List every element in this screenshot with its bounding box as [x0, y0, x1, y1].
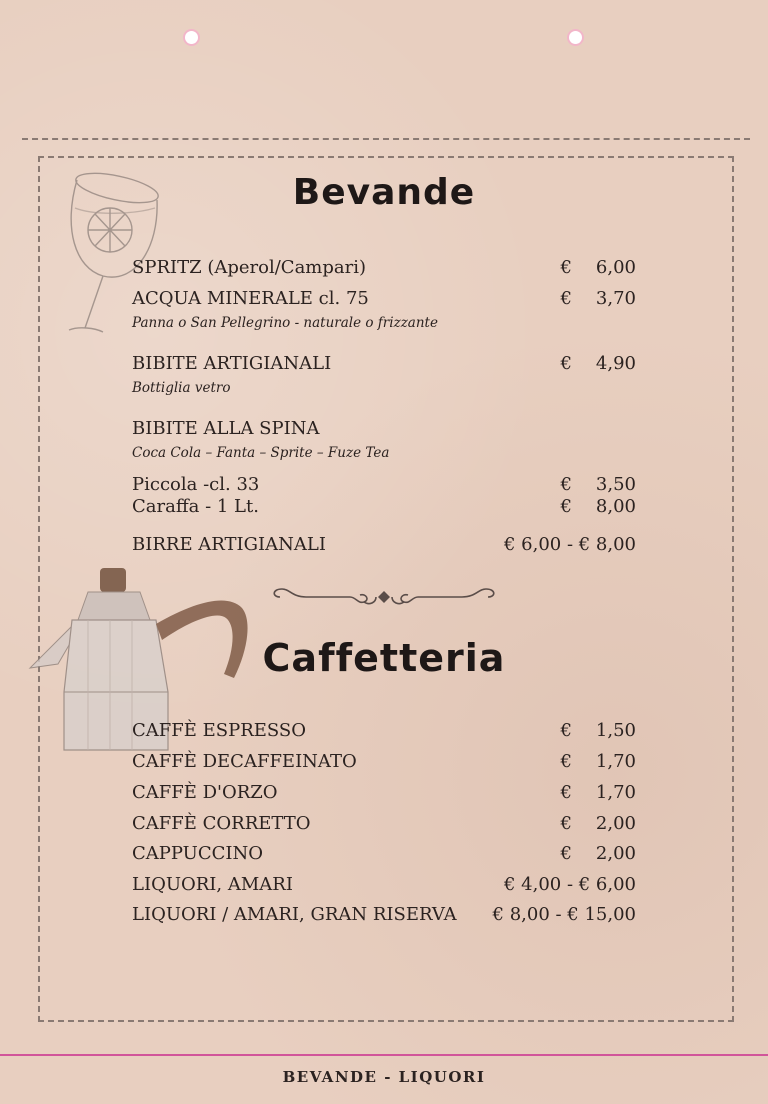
item-name: BIRRE ARTIGIANALI — [132, 534, 326, 555]
item-name: SPRITZ (Aperol/Campari) — [132, 257, 367, 278]
item-price: € 2,00 — [560, 813, 636, 834]
item-price: € 1,50 — [560, 720, 636, 741]
section-title-bevande: Bevande — [292, 172, 476, 213]
item-name: BIBITE ARTIGIANALI — [132, 353, 332, 374]
footer-rule — [0, 1054, 768, 1056]
menu-item-liquori-amari — [132, 874, 636, 900]
menu-item-caffe-decaffeinato — [132, 751, 636, 777]
item-name: CAFFÈ ESPRESSO — [132, 720, 306, 741]
menu-item-liquori-gran-riserva — [132, 904, 636, 930]
item-name: CAFFÈ DECAFFEINATO — [132, 751, 357, 772]
item-name: LIQUORI, AMARI — [132, 874, 293, 895]
section-title-caffetteria: Caffetteria — [262, 636, 506, 680]
item-price: € 2,00 — [560, 843, 636, 864]
top-dashed-line — [22, 138, 750, 140]
menu-item-spritz — [132, 257, 636, 283]
item-price: € 3,70 — [560, 288, 636, 309]
item-price-range: € 6,00 - € 8,00 — [503, 534, 636, 555]
item-price: € 4,90 — [560, 353, 636, 374]
item-name: CAFFÈ D'ORZO — [132, 782, 278, 803]
item-name: ACQUA MINERALE cl. 75 — [132, 288, 369, 309]
item-note: Bottiglia vetro — [132, 380, 231, 396]
item-note: Coca Cola – Fanta – Sprite – Fuze Tea — [132, 445, 390, 461]
footer-label: BEVANDE - LIQUORI — [282, 1068, 486, 1086]
item-price: € 8,00 — [560, 496, 636, 517]
item-price: € 1,70 — [560, 751, 636, 772]
item-name: BIBITE ALLA SPINA — [132, 418, 320, 439]
item-name: CAFFÈ CORRETTO — [132, 813, 311, 834]
item-price-range: € 4,00 - € 6,00 — [503, 874, 636, 895]
item-price: € 6,00 — [560, 257, 636, 278]
item-note: Panna o San Pellegrino - naturale o frizzante — [132, 315, 438, 331]
menu-item-caffe-espresso — [132, 720, 636, 746]
item-name: Piccola -cl. 33 — [132, 474, 260, 495]
menu-item-caffe-corretto — [132, 813, 636, 839]
menu-item-acqua-minerale — [132, 288, 636, 314]
item-price: € 1,70 — [560, 782, 636, 803]
menu-item-bibite-artigianali — [132, 353, 636, 379]
menu-item-caraffa — [132, 496, 636, 522]
menu-item-caffe-orzo — [132, 782, 636, 808]
menu-item-cappuccino — [132, 843, 636, 869]
punch-hole-right — [569, 31, 582, 44]
ornament-divider — [270, 584, 498, 610]
item-price-range: € 8,00 - € 15,00 — [492, 904, 636, 925]
item-name: CAPPUCCINO — [132, 843, 264, 864]
item-price: € 3,50 — [560, 474, 636, 495]
item-name: LIQUORI / AMARI, GRAN RISERVA — [132, 904, 457, 925]
menu-item-bibite-spina — [132, 418, 636, 444]
punch-hole-left — [185, 31, 198, 44]
menu-item-birre-artigianali — [132, 534, 636, 560]
item-name: Caraffa - 1 Lt. — [132, 496, 259, 517]
